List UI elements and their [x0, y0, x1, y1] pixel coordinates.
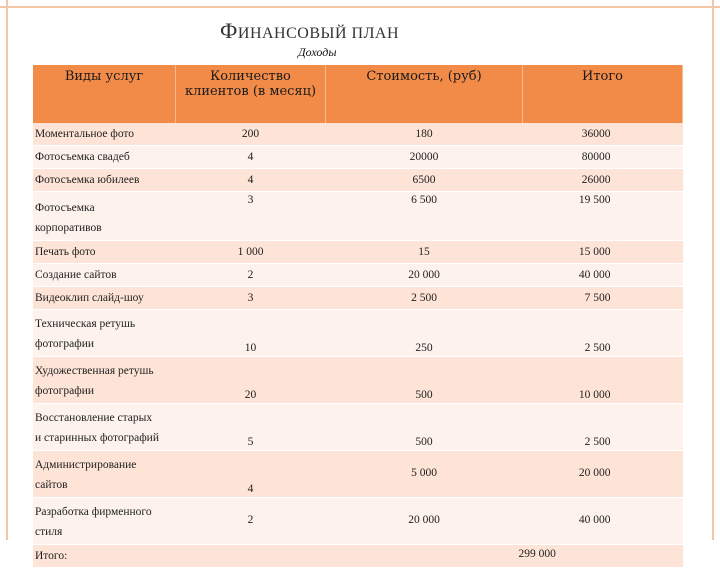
service-label-line2: фотографии	[35, 338, 95, 350]
grand-total-value: 299 000	[518, 548, 556, 560]
clients-cell: 5	[176, 404, 326, 451]
clients-cell: 3	[176, 192, 326, 241]
total-cell: 7 500	[523, 287, 683, 310]
service-cell	[33, 357, 176, 404]
title-initial: Ф	[220, 18, 238, 43]
header-price: Стоимость, (руб)	[326, 65, 523, 123]
clients-cell: 20	[176, 357, 326, 404]
price-cell: 5 000	[326, 451, 523, 498]
service-cell	[33, 169, 176, 192]
table-row	[33, 287, 683, 310]
price-cell: 20 000	[326, 498, 523, 545]
total-cell: 15 000	[523, 241, 683, 264]
price-cell: 250	[326, 310, 523, 357]
price-cell: 15	[326, 241, 523, 264]
service-label-line1: Восстановление старых	[35, 412, 153, 424]
clients-cell: 3	[176, 287, 326, 310]
service-label: Моментальное фото	[35, 128, 135, 140]
title-rest: ИНАНСОВЫЙ ПЛАН	[237, 25, 400, 42]
clients-cell: 4	[176, 451, 326, 498]
empty-cell	[176, 545, 326, 568]
price-cell: 20000	[326, 146, 523, 169]
price-cell: 6500	[326, 169, 523, 192]
service-cell	[33, 451, 176, 498]
total-cell: 2 500	[523, 310, 683, 357]
service-label: Фотосъемка свадеб	[35, 151, 130, 163]
total-cell: 19 500	[523, 192, 683, 241]
table-row	[33, 357, 683, 404]
service-label-line1: Фотосъемка	[35, 202, 95, 214]
service-label-line1: Техническая ретушь	[35, 318, 136, 330]
table-row	[33, 123, 683, 146]
header-total: Итого	[523, 65, 683, 123]
price-cell: 500	[326, 404, 523, 451]
page-title	[220, 18, 399, 44]
slide-border-right	[712, 0, 714, 540]
total-cell: 80000	[523, 146, 683, 169]
service-label-line1: Разработка фирменного	[35, 506, 152, 518]
service-label-line1: Художественная ретушь	[35, 365, 154, 377]
slide-border-top	[0, 6, 720, 8]
table-total-row	[33, 545, 683, 568]
service-cell	[33, 287, 176, 310]
table-row	[33, 310, 683, 357]
service-cell	[33, 310, 176, 357]
service-label-line1: Администрирование	[35, 459, 137, 471]
table-header-row	[33, 65, 683, 123]
service-cell	[33, 146, 176, 169]
total-cell: 36000	[523, 123, 683, 146]
table-row	[33, 169, 683, 192]
table-row	[33, 241, 683, 264]
clients-cell: 10	[176, 310, 326, 357]
table-row	[33, 192, 683, 241]
income-table	[33, 65, 683, 568]
clients-cell: 2	[176, 498, 326, 545]
service-label-line2: и старинных фотографий	[35, 432, 159, 444]
service-label: Видеоклип слайд-шоу	[35, 292, 144, 304]
total-cell: 20 000	[523, 451, 683, 498]
service-label-line2: корпоративов	[35, 222, 102, 234]
service-label-line2: фотографии	[35, 385, 95, 397]
clients-cell: 4	[176, 146, 326, 169]
total-cell: 40 000	[523, 264, 683, 287]
service-cell	[33, 192, 176, 241]
price-cell: 6 500	[326, 192, 523, 241]
header-clients: Количество клиентов (в месяц)	[176, 65, 326, 123]
total-cell: 40 000	[523, 498, 683, 545]
clients-cell: 200	[176, 123, 326, 146]
service-cell	[33, 264, 176, 287]
clients-cell: 1 000	[176, 241, 326, 264]
page-subtitle: Доходы	[298, 45, 337, 59]
service-cell	[33, 123, 176, 146]
service-cell	[33, 404, 176, 451]
table-row	[33, 498, 683, 545]
price-cell: 180	[326, 123, 523, 146]
service-cell	[33, 241, 176, 264]
clients-cell: 2	[176, 264, 326, 287]
service-cell	[33, 498, 176, 545]
clients-cell: 4	[176, 169, 326, 192]
slide-border-left	[6, 0, 8, 540]
table-row	[33, 404, 683, 451]
total-cell: 10 000	[523, 357, 683, 404]
table-row	[33, 451, 683, 498]
service-label-line2: сайтов	[35, 479, 68, 491]
empty-cell	[326, 545, 523, 568]
price-cell: 500	[326, 357, 523, 404]
price-cell: 20 000	[326, 264, 523, 287]
service-label: Печать фото	[35, 246, 96, 258]
price-cell: 2 500	[326, 287, 523, 310]
grand-total-cell	[518, 545, 683, 568]
header-service: Виды услуг	[33, 65, 176, 123]
total-label: Итого:	[33, 545, 176, 568]
total-cell: 2 500	[523, 404, 683, 451]
total-cell: 26000	[523, 169, 683, 192]
service-label: Создание сайтов	[35, 269, 117, 281]
table-row	[33, 264, 683, 287]
table-row	[33, 146, 683, 169]
service-label: Фотосъемка юбилеев	[35, 174, 140, 186]
service-label-line2: стиля	[35, 526, 63, 538]
